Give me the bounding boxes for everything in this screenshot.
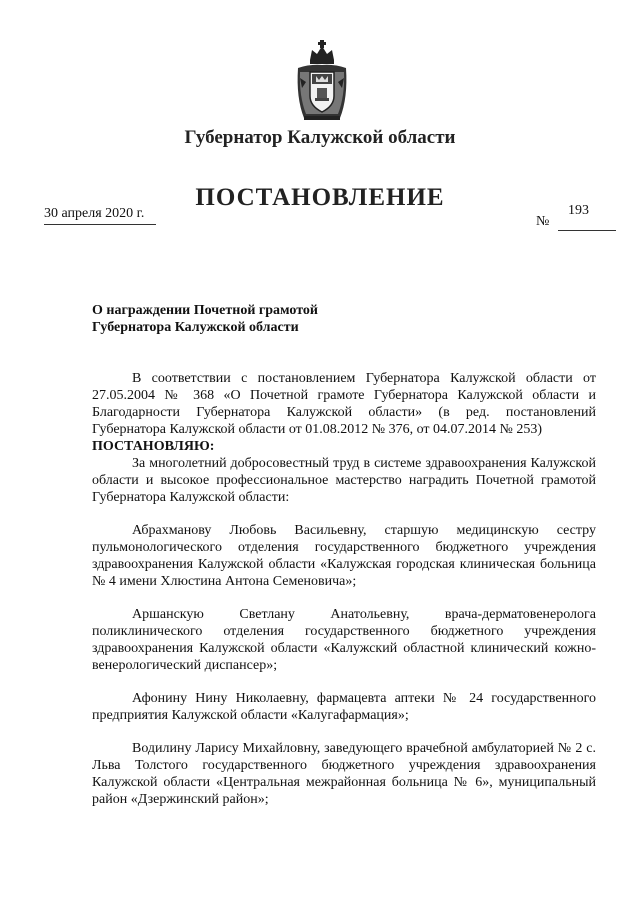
awardee-paragraph: Афонину Нину Николаевну, фармацевта аптеки № 24 государственного предприятия Калужской области «Калугафармация»;	[92, 691, 596, 723]
number-sign: №	[536, 214, 550, 229]
number-underline	[558, 230, 616, 231]
document-number	[536, 203, 616, 232]
document-body	[92, 370, 596, 808]
coat-of-arms-icon	[290, 38, 354, 124]
number-value: 193	[568, 203, 589, 218]
awardee-paragraph: Абрахманову Любовь Васильевну, старшую медицинскую сестру пульмонологического отделения государственного бюджетного учреждения здравоохранения Калужской области «Калужская городская клиническая больница № 4 имени Хлюстина Антона Семеновича»;	[92, 523, 596, 589]
subject-line: Губернатора Калужской области	[92, 320, 299, 335]
intro-paragraph: В соответствии с постановлением Губернатора Калужской области от 27.05.2004 № 368 «О Почетной грамоте Губернатора Калужской области и Благодарности Губернатора Калужской области» (в ред. постановлений Губернатора Калужской области от 01.08.2012 № 376, от 04.07.2014 № 253)	[92, 371, 596, 437]
document-subject	[92, 302, 452, 336]
subject-line: О награждении Почетной грамотой	[92, 303, 318, 318]
reason-paragraph: За многолетний добросовестный труд в системе здравоохранения Калужской области и высокое профессиональное мастерство наградить Почетной грамотой Губернатора Калужской области:	[92, 456, 596, 505]
issuing-authority: Губернатор Калужской области	[184, 127, 456, 148]
resolve-heading: ПОСТАНОВЛЯЮ:	[92, 439, 215, 454]
document-date: 30 апреля 2020 г.	[44, 206, 156, 225]
document-type-title: ПОСТАНОВЛЕНИЕ	[195, 184, 445, 211]
awardee-paragraph: Водилину Ларису Михайловну, заведующего врачебной амбулаторией № 2 с. Льва Толстого государственного бюджетного учреждения здравоохранения Калужской области «Центральная межрайонная больница № 6», муниципальный район «Дзержинский район»;	[92, 741, 596, 807]
awardee-paragraph: Аршанскую Светлану Анатольевну, врача-дерматовенеролога поликлинического отделения государственного бюджетного учреждения здравоохранения Калужской области «Калужский областной клинический кожно-венерологический диспансер»;	[92, 607, 596, 673]
